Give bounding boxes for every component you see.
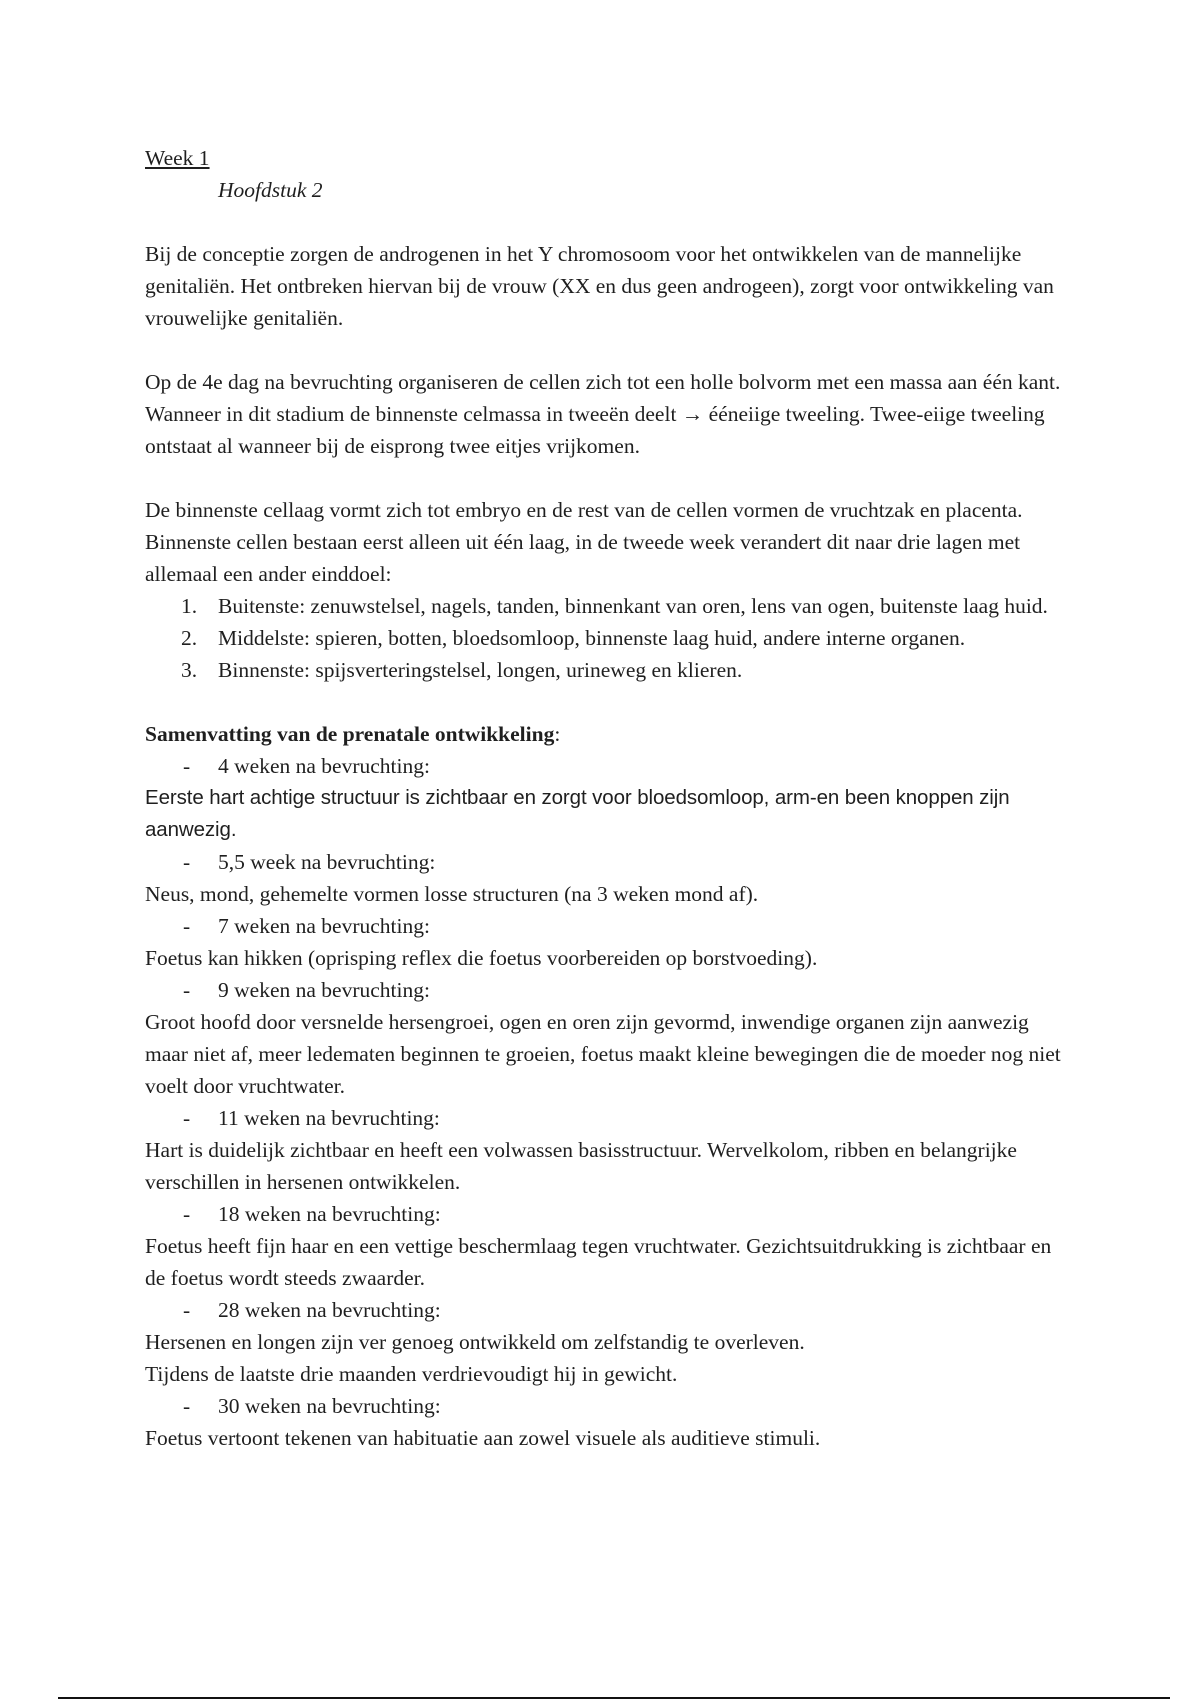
week-title: Week 1: [145, 146, 210, 170]
summary-heading: Samenvatting van de prenatale ontwikkeling: [145, 722, 555, 746]
stage-label: 30 weken na bevruchting:: [218, 1394, 441, 1418]
stage-description: Neus, mond, gehemelte vormen losse structuren (na 3 weken mond af).: [145, 882, 759, 906]
summary-heading-line: [145, 718, 1065, 750]
list-item: Middelste: spieren, botten, bloedsomloop, binnenste laag huid, andere interne organen.: [218, 626, 966, 650]
stage-label: 4 weken na bevruchting:: [218, 754, 430, 778]
footer-divider: [58, 1697, 1170, 1699]
stage-label: 9 weken na bevruchting:: [218, 978, 430, 1002]
summary-heading-colon: :: [554, 722, 561, 746]
summary-section: [145, 718, 1065, 1454]
stage-description: Groot hoofd door versnelde hersengroei, ogen en oren zijn gevormd, inwendige organen zijn aanwezig maar niet af, meer ledematen beginnen te groeien, foetus maakt kleine bewegingen die de moeder nog niet voelt door vruchtwater.: [145, 1010, 1061, 1098]
bullet-dash: -: [183, 1394, 191, 1418]
bullet-dash: -: [183, 978, 191, 1002]
stage-description: Hersenen en longen zijn ver genoeg ontwikkeld om zelfstandig te overleven.: [145, 1330, 805, 1354]
bullet-dash: -: [183, 850, 191, 874]
stage-11-weeks: [145, 1102, 1065, 1198]
stage-description: Eerste hart achtige structuur is zichtbaar en zorgt voor bloedsomloop, arm-en been knoppen zijn aanwezig.: [145, 786, 1010, 841]
bullet-dash: -: [183, 914, 191, 938]
stage-18-weeks: [145, 1198, 1065, 1294]
paragraph-conception: Bij de conceptie zorgen de androgenen in het Y chromosoom voor het ontwikkelen van de mannelijke genitaliën. Het ontbreken hiervan bij de vrouw (XX en dus geen androgeen), zorgt voor ontwikkeling van vrouwelijke genitaliën.: [145, 242, 1054, 330]
bullet-dash: -: [183, 1298, 191, 1322]
cell-layer-list: [145, 590, 1065, 686]
document-page: [145, 142, 1065, 1454]
stage-5-5-weeks: [145, 846, 1065, 910]
stage-label: 7 weken na bevruchting:: [218, 914, 430, 938]
stage-description: Foetus heeft fijn haar en een vettige beschermlaag tegen vruchtwater. Gezichtsuitdrukking is zichtbaar en de foetus wordt steeds zwaarder.: [145, 1234, 1052, 1290]
stage-description: Tijdens de laatste drie maanden verdrievoudigt hij in gewicht.: [145, 1362, 678, 1386]
stage-description: Foetus vertoont tekenen van habituatie aan zowel visuele als auditieve stimuli.: [145, 1426, 821, 1450]
stage-28-weeks: [145, 1294, 1065, 1390]
bullet-dash: -: [183, 1106, 191, 1130]
stage-description: Hart is duidelijk zichtbaar en heeft een volwassen basisstructuur. Wervelkolom, ribben en belangrijke verschillen in hersenen ontwikkelen.: [145, 1138, 1017, 1194]
chapter-title: Hoofdstuk 2: [218, 178, 323, 202]
stage-label: 5,5 week na bevruchting:: [218, 850, 436, 874]
stage-label: 11 weken na bevruchting:: [218, 1106, 440, 1130]
stage-description: Foetus kan hikken (oprisping reflex die foetus voorbereiden op borstvoeding).: [145, 946, 818, 970]
stage-9-weeks: [145, 974, 1065, 1102]
stage-30-weeks: [145, 1390, 1065, 1454]
stage-label: 28 weken na bevruchting:: [218, 1298, 441, 1322]
bullet-dash: -: [183, 754, 191, 778]
list-item: Binnenste: spijsverteringstelsel, longen, urineweg en klieren.: [218, 658, 743, 682]
stage-7-weeks: [145, 910, 1065, 974]
list-item: Buitenste: zenuwstelsel, nagels, tanden, binnenkant van oren, lens van ogen, buitenste laag huid.: [218, 594, 1048, 618]
stage-label: 18 weken na bevruchting:: [218, 1202, 441, 1226]
paragraph-cell-layers: De binnenste cellaag vormt zich tot embryo en de rest van de cellen vormen de vruchtzak en placenta. Binnenste cellen bestaan eerst alleen uit één laag, in de tweede week verandert dit naar drie lagen met allemaal een ander einddoel:: [145, 498, 1023, 586]
paragraph-twins: Op de 4e dag na bevruchting organiseren de cellen zich tot een holle bolvorm met een massa aan één kant. Wanneer in dit stadium de binnenste celmassa in tweeën deelt → ééneiige tweeling. Twee-eiige tweeling ontstaat al wanneer bij de eisprong twee eitjes vrijkomen.: [145, 370, 1061, 458]
stage-4-weeks: [145, 750, 1065, 846]
bullet-dash: -: [183, 1202, 191, 1226]
